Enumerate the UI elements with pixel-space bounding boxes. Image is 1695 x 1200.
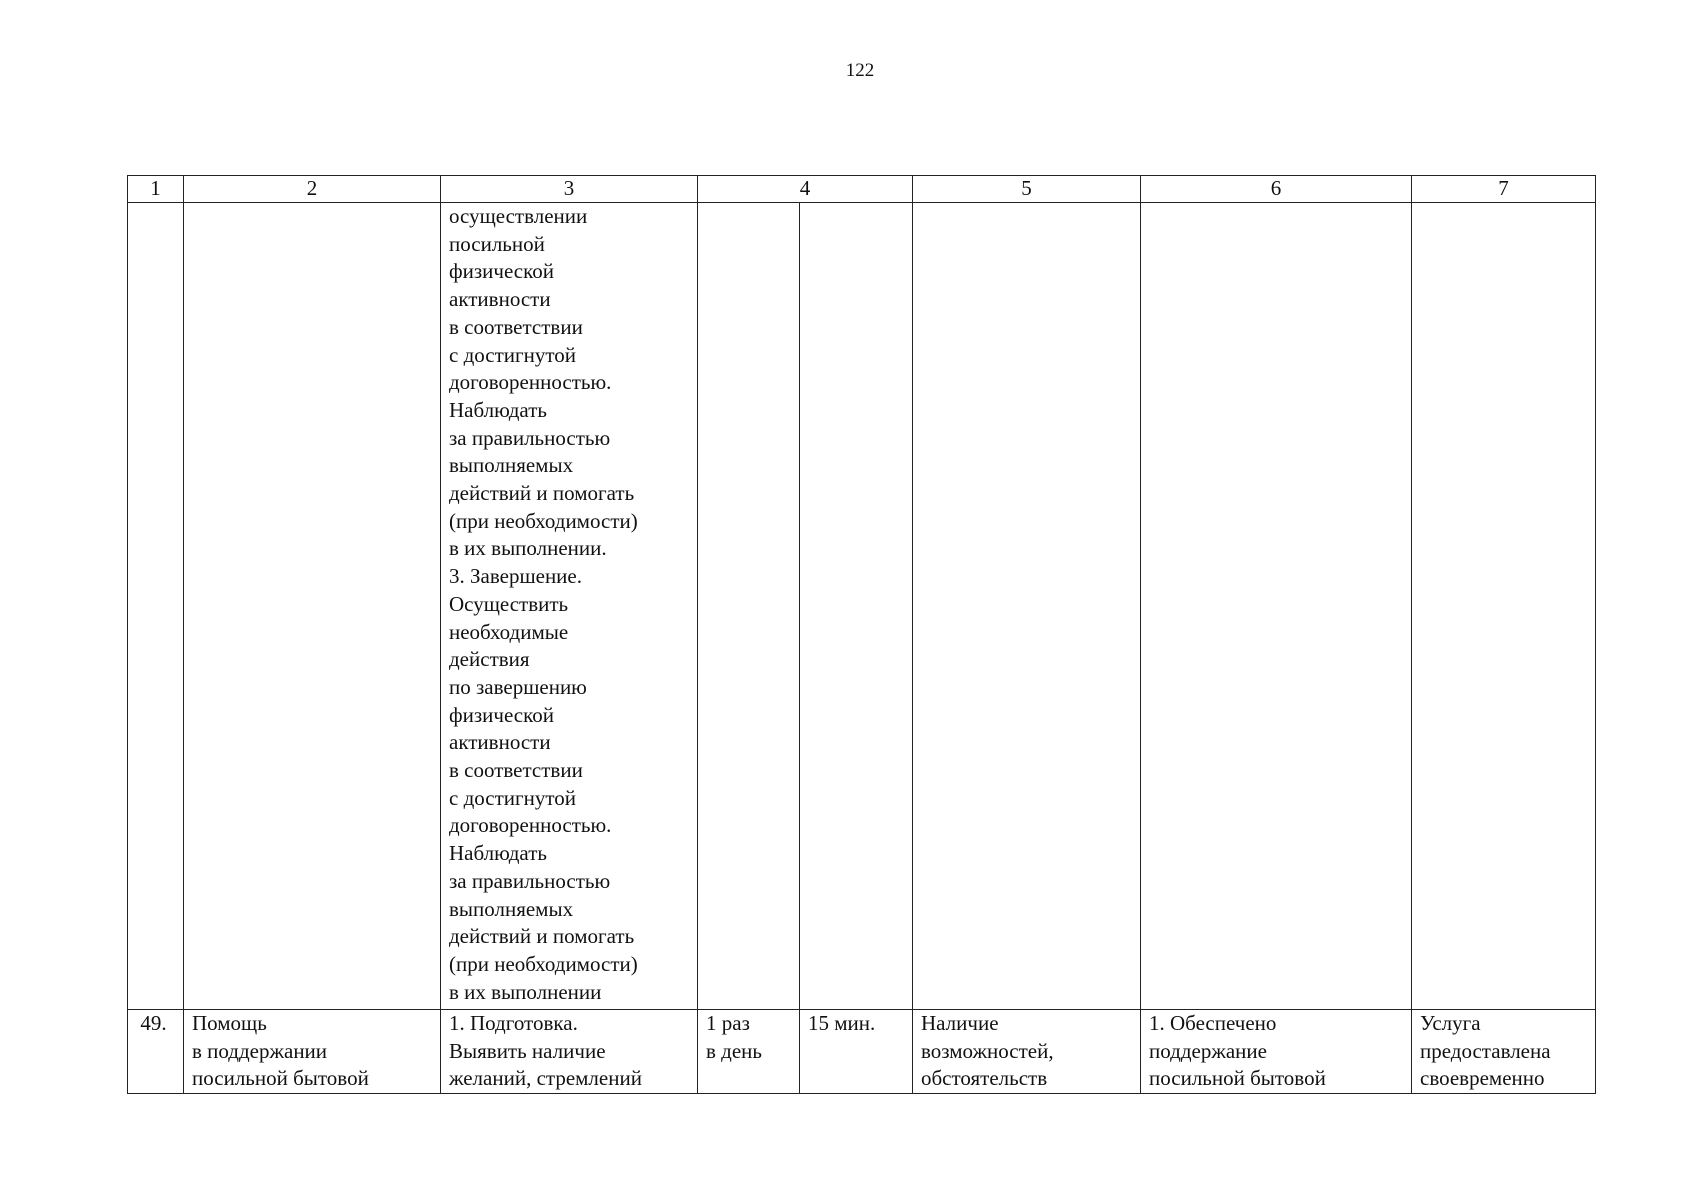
header-cell-3: 3 bbox=[441, 176, 698, 203]
services-table bbox=[127, 175, 1596, 1094]
cont-cell-result bbox=[1141, 203, 1412, 1010]
cont-cell-conditions bbox=[913, 203, 1141, 1010]
header-cell-2: 2 bbox=[184, 176, 441, 203]
cont-cell-duration bbox=[800, 203, 913, 1010]
cont-cell-quality bbox=[1412, 203, 1596, 1010]
header-cell-6: 6 bbox=[1141, 176, 1412, 203]
table-header-row bbox=[128, 176, 1596, 203]
row-49-conditions: Наличие возможностей, обстоятельств bbox=[913, 1010, 1141, 1094]
table-row-49 bbox=[128, 1010, 1596, 1094]
row-49-quality: Услуга предоставлена своевременно bbox=[1412, 1010, 1596, 1094]
cont-cell-frequency bbox=[698, 203, 800, 1010]
row-49-content: 1. Подготовка. Выявить наличие желаний, стремлений bbox=[441, 1010, 698, 1094]
row-49-result: 1. Обеспечено поддержание посильной бытовой bbox=[1141, 1010, 1412, 1094]
row-49-number: 49. bbox=[128, 1010, 184, 1094]
page-number: 122 bbox=[845, 60, 875, 81]
row-49-name: Помощь в поддержании посильной бытовой bbox=[184, 1010, 441, 1094]
row-49-duration: 15 мин. bbox=[800, 1010, 913, 1094]
table-row-continuation bbox=[128, 203, 1596, 1010]
cont-cell-name bbox=[184, 203, 441, 1010]
header-cell-5: 5 bbox=[913, 176, 1141, 203]
cont-cell-number bbox=[128, 203, 184, 1010]
row-49-frequency: 1 раз в день bbox=[698, 1010, 800, 1094]
header-cell-1: 1 bbox=[128, 176, 184, 203]
cont-cell-content: осуществлении посильной физической активности в соответствии с достигнутой договоренностью. Наблюдать за правильностью выполняемых действий и помогать (при необходимости) в их выполнении. 3. Завершение. Осуществить необходимые действия по завершению физической активности в соответствии с достигнутой договоренностью. Наблюдать за правильностью выполняемых действий и помогать (при необходимости) в их выполнении bbox=[441, 203, 698, 1010]
header-cell-7: 7 bbox=[1412, 176, 1596, 203]
header-cell-4: 4 bbox=[698, 176, 913, 203]
